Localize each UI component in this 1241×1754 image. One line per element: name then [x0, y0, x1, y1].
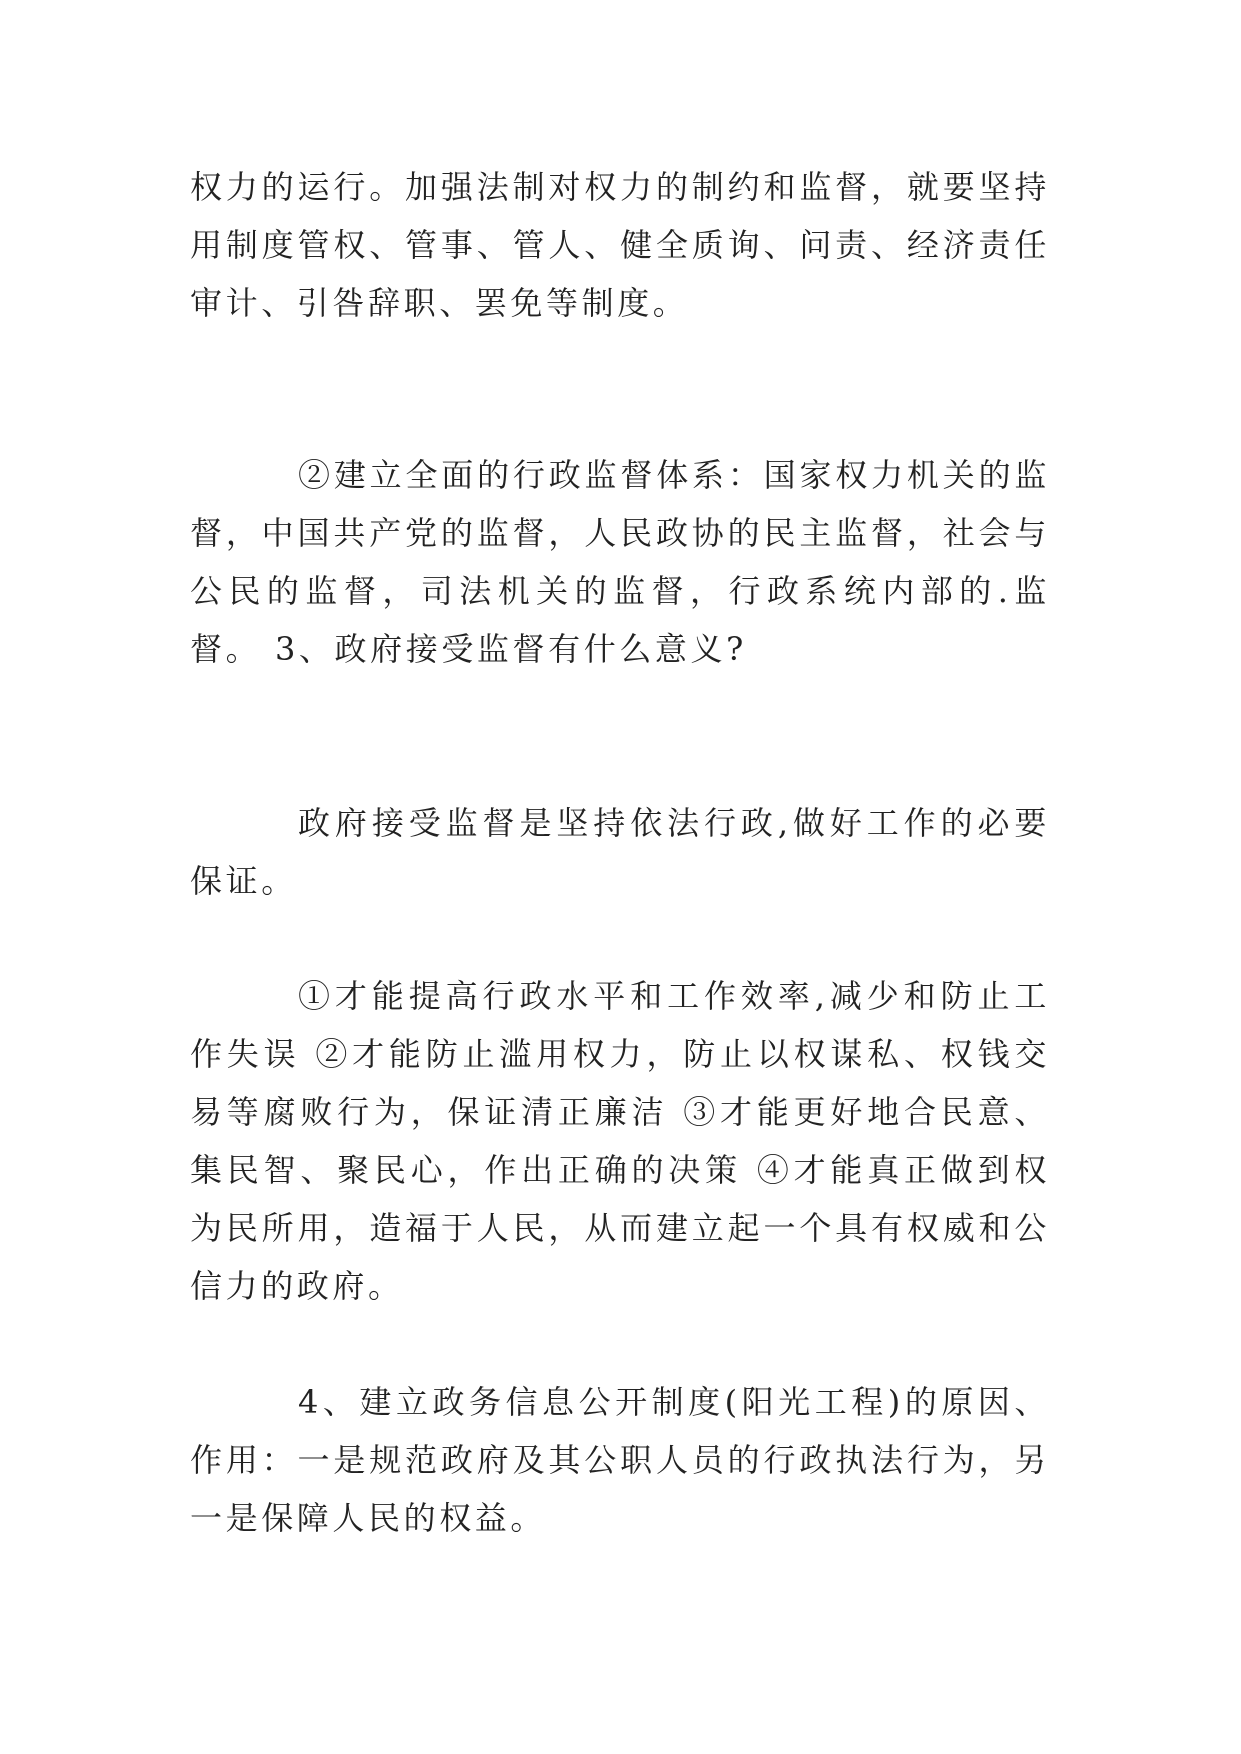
paragraph-supervision-significance: ①才能提高行政水平和工作效率,减少和防止工作失误 ②才能防止滥用权力，防止以权谋私、权钱交易等腐败行为，保证清正廉洁 ③才能更好地合民意、集民智、聚民心，作出正确的决策 ④才能真正做到权为民所用，造福于人民，从而建立起一个具有权威和公信力的政府。: [190, 977, 1050, 1305]
paragraph-information-disclosure: 4、建立政务信息公开制度(阳光工程)的原因、作用：一是规范政府及其公职人员的行政执法行为，另一是保障人民的权益。: [190, 1383, 1050, 1537]
paragraph-supervision-guarantee: 政府接受监督是坚持依法行政,做好工作的必要保证。: [190, 804, 1050, 900]
paragraph-continuation: 权力的运行。加强法制对权力的制约和监督，就要坚持用制度管权、管事、管人、健全质询、问责、经济责任审计、引咎辞职、罢免等制度。: [190, 168, 1050, 322]
paragraph-supervision-system: ②建立全面的行政监督体系：国家权力机关的监督，中国共产党的监督，人民政协的民主监督，社会与公民的监督，司法机关的监督，行政系统内部的.监督。 3、政府接受监督有什么意义?: [190, 456, 1050, 668]
